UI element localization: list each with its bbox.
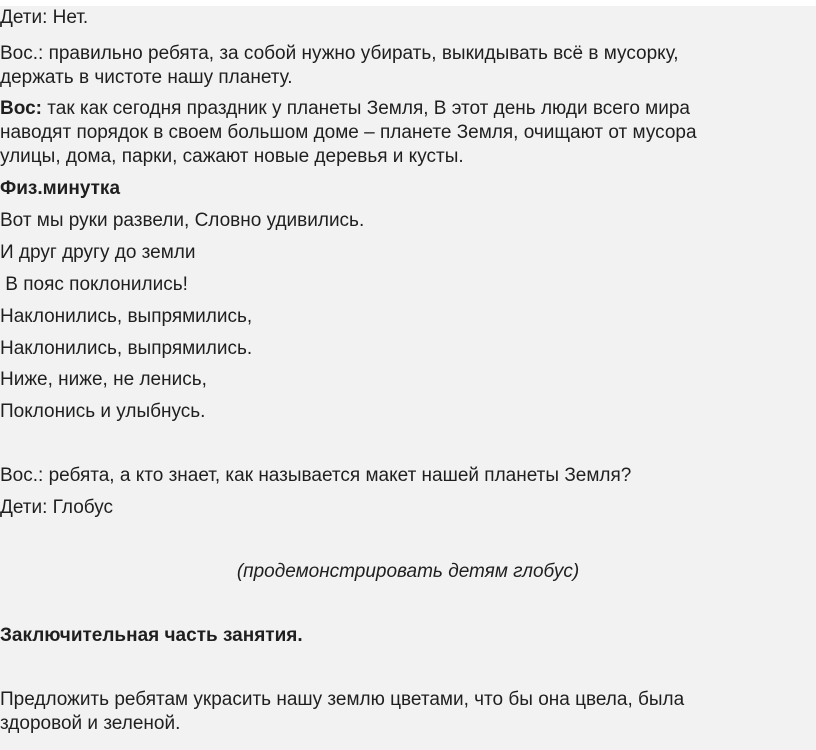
poem-line: Вот мы руки развели, Словно удивились. [0,210,365,231]
stage-direction: (продемонстрировать детям глобус) [236,561,580,582]
teacher-question-globe: Вос.: ребята, а кто знает, как называется макет нашей планеты Земля? [0,465,632,486]
poem-line: И друг другу до земли [0,242,196,263]
poem-line: Поклонись и улыбнусь. [0,401,206,422]
section-heading-final: Заключительная часть занятия. [0,625,303,646]
paragraph-line: Вос.: правильно ребята, за собой нужно убирать, выкидывать всё в мусорку, [0,43,679,64]
children-reply-no: Дети: Нет. [0,7,89,28]
teacher-remark-cleanup [0,42,679,90]
paragraph-line: здоровой и зеленой. [0,713,181,734]
paragraph-line: наводят порядок в своем большом доме – планете Земля, очищают от мусора [0,122,697,143]
final-instruction [0,688,684,736]
poem-line: В пояс поклонились! [0,274,188,295]
paragraph-line: улицы, дома, парки, сажают новые деревья и кусты. [0,146,464,167]
paragraph-line: держать в чистоте нашу планету. [0,67,293,88]
section-heading-exercise: Физ.минутка [0,178,121,199]
paragraph-line: Предложить ребятам украсить нашу землю цветами, что бы она цвела, была [0,689,685,710]
poem-line: Наклонились, выпрямились. [0,338,253,359]
children-reply-globe: Дети: Глобус [0,497,114,518]
poem-line: Ниже, ниже, не ленись, [0,369,207,390]
document-page [0,6,816,750]
poem-line: Наклонились, выпрямились, [0,306,253,327]
paragraph-line: так как сегодня праздник у планеты Земля, В этот день люди всего мира [41,98,690,119]
speaker-label: Вос: [0,98,42,119]
teacher-remark-earth-day [0,97,697,169]
